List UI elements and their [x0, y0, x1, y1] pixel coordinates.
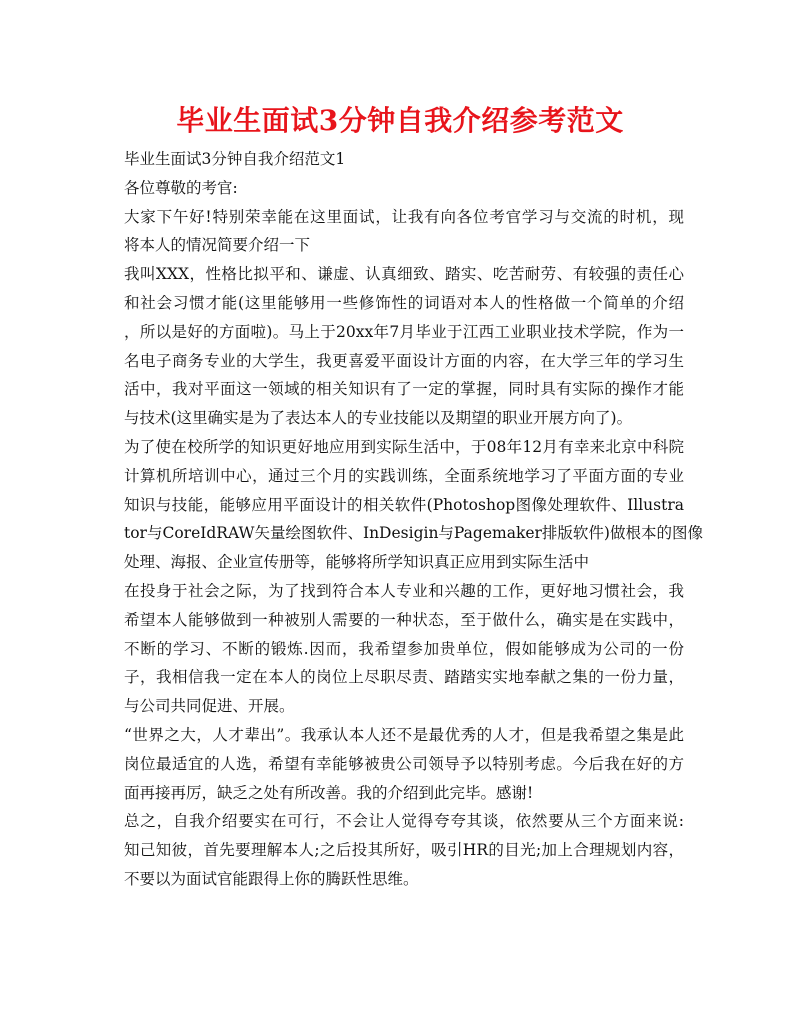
body-line: 毕业生面试3分钟自我介绍范文1 — [124, 150, 346, 168]
body-line: 我叫XXX，性格比拟平和、谦虚、认真细致、踏实、吃苦耐劳、有较强的责任心 — [124, 265, 684, 284]
body-line: 希望本人能够做到一种被别人需要的一种状态，至于做什么，确实是在实践中， — [124, 610, 684, 629]
body-line: 知己知彼，首先要理解本人;之后投其所好，吸引HR的目光;加上合理规划内容， — [124, 841, 684, 860]
body-line: 在投身于社会之际，为了找到符合本人专业和兴趣的工作，更好地习惯社会，我 — [124, 581, 684, 600]
body-line: 大家下午好!特别荣幸能在这里面试，让我有向各位考官学习与交流的时机，现 — [124, 207, 684, 226]
body-line: 将本人的情况简要介绍一下 — [124, 236, 311, 255]
body-line: 总之，自我介绍要实在可行，不会让人觉得夸夸其谈，依然要从三个方面来说: — [124, 812, 684, 831]
body-line: 与公司共同促进、开展。 — [124, 697, 295, 716]
body-line: 计算机所培训中心，通过三个月的实践训练，全面系统地学习了平面方面的专业 — [124, 466, 684, 485]
body-line: 和社会习惯才能(这里能够用一些修饰性的词语对本人的性格做一个简单的介绍 — [124, 293, 684, 312]
body-line: 知识与技能，能够应用平面设计的相关软件(Photoshop图像处理软件、Illustra — [124, 495, 684, 514]
document-title: 毕业生面试3分钟自我介绍参考范文 — [176, 104, 624, 137]
body-line: ，所以是好的方面啦)。马上于20xx年7月毕业于江西工业职业技术学院，作为一 — [124, 322, 684, 341]
body-line: 不要以为面试官能跟得上你的腾跃性思维。 — [124, 869, 419, 888]
body-line: 处理、海报、企业宣传册等，能够将所学知识真正应用到实际生活中 — [124, 553, 590, 572]
body-line: “世界之大，人才辈出”。我承认本人还不是最优秀的人才，但是我希望之集是此 — [124, 725, 684, 744]
body-line: 子，我相信我一定在本人的岗位上尽职尽责、踏踏实实地奉献之集的一份力量， — [124, 668, 684, 687]
body-line: tor与CoreIdRAW矢量绘图软件、InDesigin与Pagemaker排版软件)做根本的图像 — [124, 524, 703, 543]
body-line: 岗位最适宜的人选，希望有幸能够被贵公司领导予以特别考虑。今后我在好的方 — [124, 754, 684, 773]
document-body — [124, 145, 703, 894]
body-line: 不断的学习、不断的锻炼.因而，我希望参加贵单位，假如能够成为公司的一份 — [124, 639, 684, 658]
body-line: 名电子商务专业的大学生，我更喜爱平面设计方面的内容，在大学三年的学习生 — [124, 351, 684, 370]
body-line: 各位尊敬的考官: — [124, 178, 238, 197]
body-line: 活中，我对平面这一领域的相关知识有了一定的掌握，同时具有实际的操作才能 — [124, 380, 684, 399]
body-line: 为了使在校所学的知识更好地应用到实际生活中，于08年12月有幸来北京中科院 — [124, 437, 684, 456]
body-line: 与技术(这里确实是为了表达本人的专业技能以及期望的职业开展方向了)。 — [124, 409, 633, 428]
body-line: 面再接再厉，缺乏之处有所改善。我的介绍到此完毕。感谢! — [124, 783, 534, 802]
